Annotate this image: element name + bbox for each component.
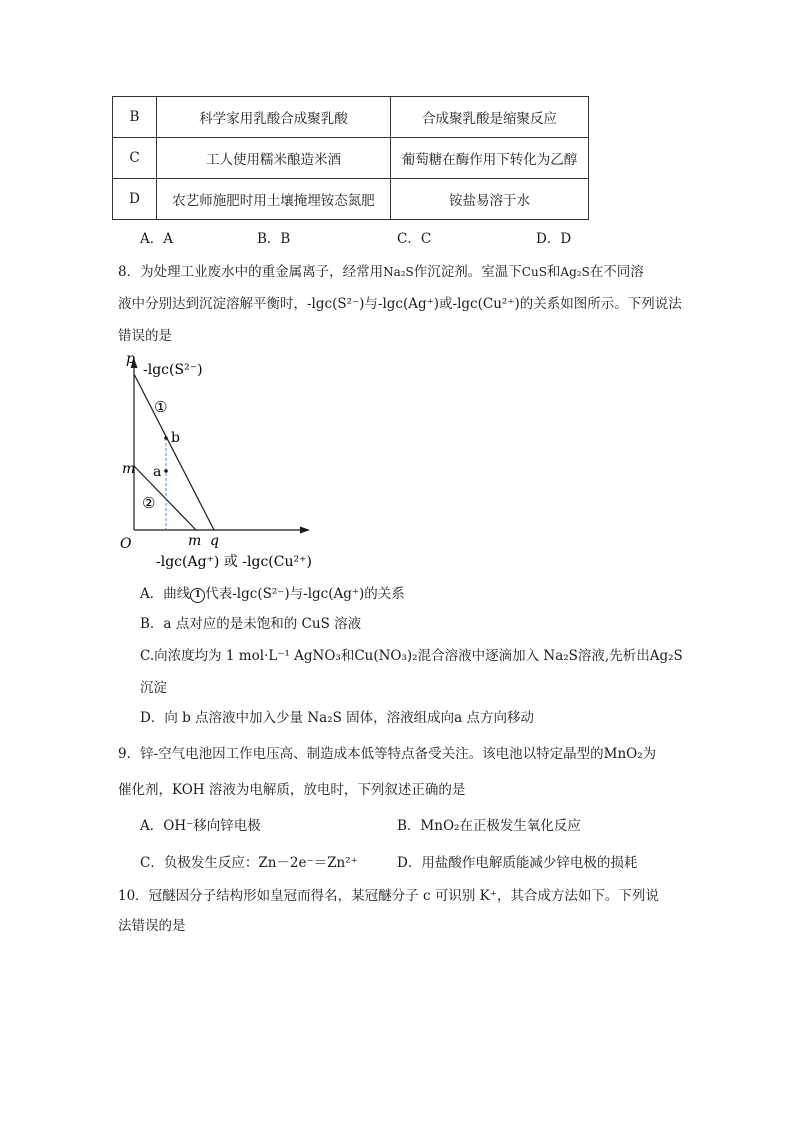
label-curve-1: ① [154,398,168,416]
label-origin: O [120,536,132,552]
q8-option-c-line2: 沉淀 [140,680,167,696]
q10-stem-line1: 10．冠醚因分子结构形如皇冠而得名，某冠醚分子 c 可识别 K⁺，其合成方法如下。下列说 [118,888,659,904]
q9-stem-line2: 催化剂，KOH 溶液为电解质，放电时，下列叙述正确的是 [118,782,466,798]
circled-number: 1 [190,588,205,603]
x-axis-label: -lgc(Ag⁺) 或 -lgc(Cu²⁺) [156,554,312,570]
q7-options-table [112,96,589,220]
q9-stem-line1: 9．锌-空气电池因工作电压高、制造成本低等特点备受关注。该电池以特定晶型的MnO₂为 [118,746,657,762]
q8-option-d: D．向 b 点溶液中加入少量 Na₂S 固体，溶液组成向a 点方向移动 [140,710,534,726]
q8-option-c-line1: C.向浓度均为 1 mol·L⁻¹ AgNO₃和Cu(NO₃)₂混合溶液中逐滴加入 Na₂S溶液,先析出Ag₂S [140,648,683,664]
q10-stem-line2: 法错误的是 [118,918,186,934]
label-x-m: m [188,533,202,549]
q8-stem-line1: 8．为处理工业废水中的重金属离子，经常用Na₂S作沉淀剂。室温下CuS和Ag₂S在不同溶 [118,264,644,280]
table-cell: 铵盐易溶于水 [391,179,589,220]
q9-option-b: B．MnO₂在正极发生氧化反应 [397,818,581,834]
q9-option-a: A．OH⁻移向锌电极 [140,818,261,834]
table-cell: C [113,138,157,179]
table-cell: 合成聚乳酸是缩聚反应 [391,97,589,138]
point-b [164,436,168,440]
table-cell: D [113,179,157,220]
table-row [113,97,589,138]
label-p: p [126,352,135,367]
table-cell: 科学家用乳酸合成聚乳酸 [157,97,391,138]
q7-option-b: B．B [257,231,291,247]
q7-option-a: A．A [140,231,173,247]
label-point-a: a [153,464,162,480]
q8-stem-line3: 错误的是 [118,328,172,344]
q7-option-c: C．C [397,231,432,247]
q8-option-a: A．曲线 1 代表-lgc(S²⁻)与-lgc(Ag⁺)的关系 [140,586,405,602]
table-cell: 工人使用糯米酿造米酒 [157,138,391,179]
label-y-m: m [122,461,136,477]
table-row [113,138,589,179]
table-cell: 葡萄糖在酶作用下转化为乙醇 [391,138,589,179]
y-axis-label: -lgc(S²⁻) [143,362,203,378]
label-q: q [210,533,219,549]
label-point-b: b [171,430,180,446]
label-curve-2: ② [142,494,156,512]
q9-option-c: C．负极发生反应：Zn－2e⁻＝Zn²⁺ [140,855,358,871]
table-cell: B [113,97,157,138]
q8-option-b: B．a 点对应的是未饱和的 CuS 溶液 [140,616,362,632]
x-axis-arrow [300,527,310,534]
q7-option-d: D．D [536,231,572,247]
q9-option-d: D．用盐酸作电解质能减少锌电极的损耗 [397,855,638,871]
q8-stem-line2: 液中分别达到沉淀溶解平衡时，-lgc(S²⁻)与-lgc(Ag⁺)或-lgc(Cu²⁺)的关系如图所示。下列说法 [118,296,682,312]
q8-graph [110,352,350,582]
table-row [113,179,589,220]
table-cell: 农艺师施肥时用土壤掩埋铵态氮肥 [157,179,391,220]
point-a [164,469,168,473]
